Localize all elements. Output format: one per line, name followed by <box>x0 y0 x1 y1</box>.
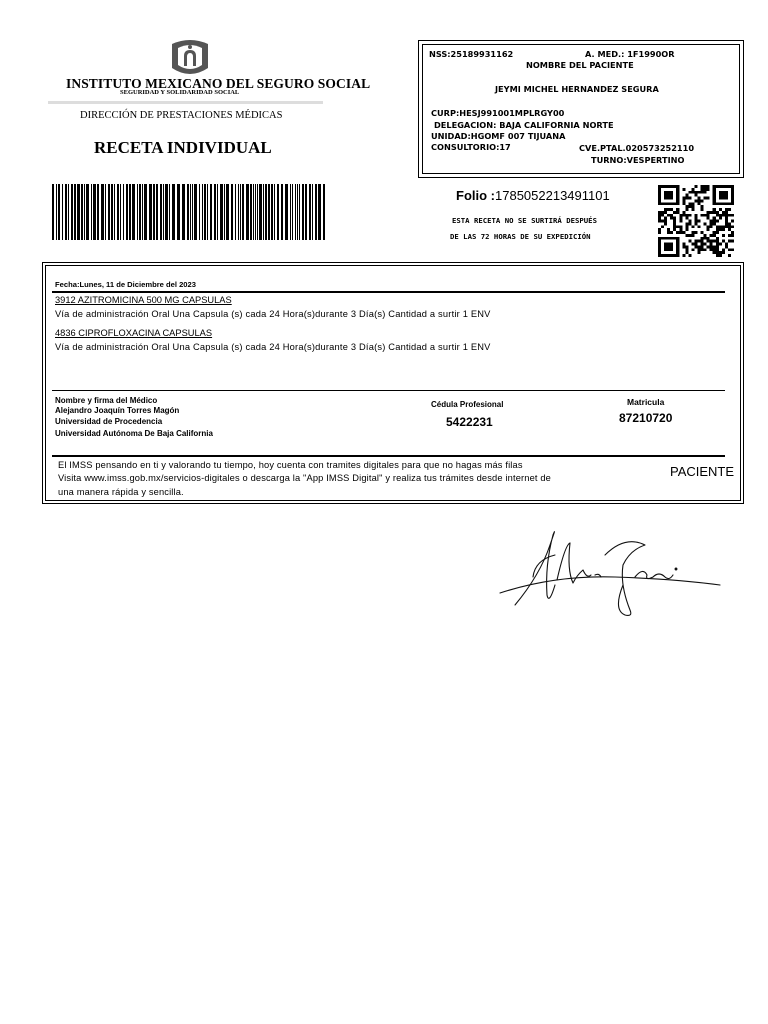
expiry-notice-line1: ESTA RECETA NO SE SURTIRÁ DESPUÉS <box>452 216 597 225</box>
divider <box>52 455 725 457</box>
university-label: Universidad de Procedencia <box>55 417 163 426</box>
barcode-icon <box>52 184 325 240</box>
doctor-name: Alejandro Joaquín Torres Magón <box>55 406 180 415</box>
nss: NSS:25189931162 <box>429 49 514 59</box>
turno: TURNO:VESPERTINO <box>591 155 685 165</box>
divider <box>52 291 725 293</box>
a-med: A. MED.: 1F1990OR <box>585 49 675 59</box>
imss-logo-icon <box>168 38 212 78</box>
university-name: Universidad Autónoma De Baja California <box>55 429 213 438</box>
institution-name: INSTITUTO MEXICANO DEL SEGURO SOCIAL <box>66 76 371 91</box>
delegacion: DELEGACION: BAJA CALIFORNIA NORTE <box>434 120 614 130</box>
footer-line: El IMSS pensando en ti y valorando tu tiempo, hoy cuenta con tramites digitales para que no hagas más filas <box>58 460 523 470</box>
prescription-date: Fecha:Lunes, 11 de Diciembre del 2023 <box>55 280 196 289</box>
institution-subtitle: SEGURIDAD Y SOLIDARIDAD SOCIAL <box>120 89 240 96</box>
patient-name-label: NOMBRE DEL PACIENTE <box>526 60 634 70</box>
footer-line: una manera rápida y sencilla. <box>58 487 184 497</box>
folio-number: 1785052213491101 <box>495 188 610 203</box>
consultorio: CONSULTORIO:17 <box>431 142 511 152</box>
document-title: RECETA INDIVIDUAL <box>94 138 272 157</box>
patient-name: JEYMI MICHEL HERNANDEZ SEGURA <box>495 84 659 94</box>
folio-label: Folio : <box>456 188 495 203</box>
doctor-label: Nombre y firma del Médico <box>55 396 158 405</box>
cve-ptal: CVE.PTAL.020573252110 <box>579 143 695 153</box>
patient-info-box <box>418 40 744 178</box>
cedula-label: Cédula Profesional <box>431 400 504 409</box>
signature-icon <box>495 515 725 625</box>
expiry-notice-line2: DE LAS 72 HORAS DE SU EXPEDICIÓN <box>450 232 591 241</box>
medication-instructions: Vía de administración Oral Una Capsula (s) cada 24 Hora(s)durante 3 Día(s) Cantidad a surtir 1 ENV <box>55 342 491 352</box>
unidad: UNIDAD:HGOMF 007 TIJUANA <box>431 131 566 141</box>
medication-title: 3912 AZITROMICINA 500 MG CAPSULAS <box>55 295 232 305</box>
footer-line: Visita www.imss.gob.mx/servicios-digitales o descarga la "App IMSS Digital" y realiza tus trámites desde internet de <box>58 473 552 483</box>
direccion-label: DIRECCIÓN DE PRESTACIONES MÉDICAS <box>80 110 283 121</box>
header-divider <box>48 101 323 104</box>
divider <box>52 390 725 391</box>
qr-code-icon <box>658 185 734 257</box>
medication-title: 4836 CIPROFLOXACINA CAPSULAS <box>55 328 213 338</box>
matricula-label: Matricula <box>627 397 665 407</box>
cedula-number: 5422231 <box>446 415 493 429</box>
copy-label: PACIENTE <box>670 464 735 479</box>
folio <box>456 188 610 203</box>
curp: CURP:HESJ991001MPLRGY00 <box>431 108 565 118</box>
medication-instructions: Vía de administración Oral Una Capsula (s) cada 24 Hora(s)durante 3 Día(s) Cantidad a surtir 1 ENV <box>55 309 491 319</box>
matricula-number: 87210720 <box>619 411 673 425</box>
